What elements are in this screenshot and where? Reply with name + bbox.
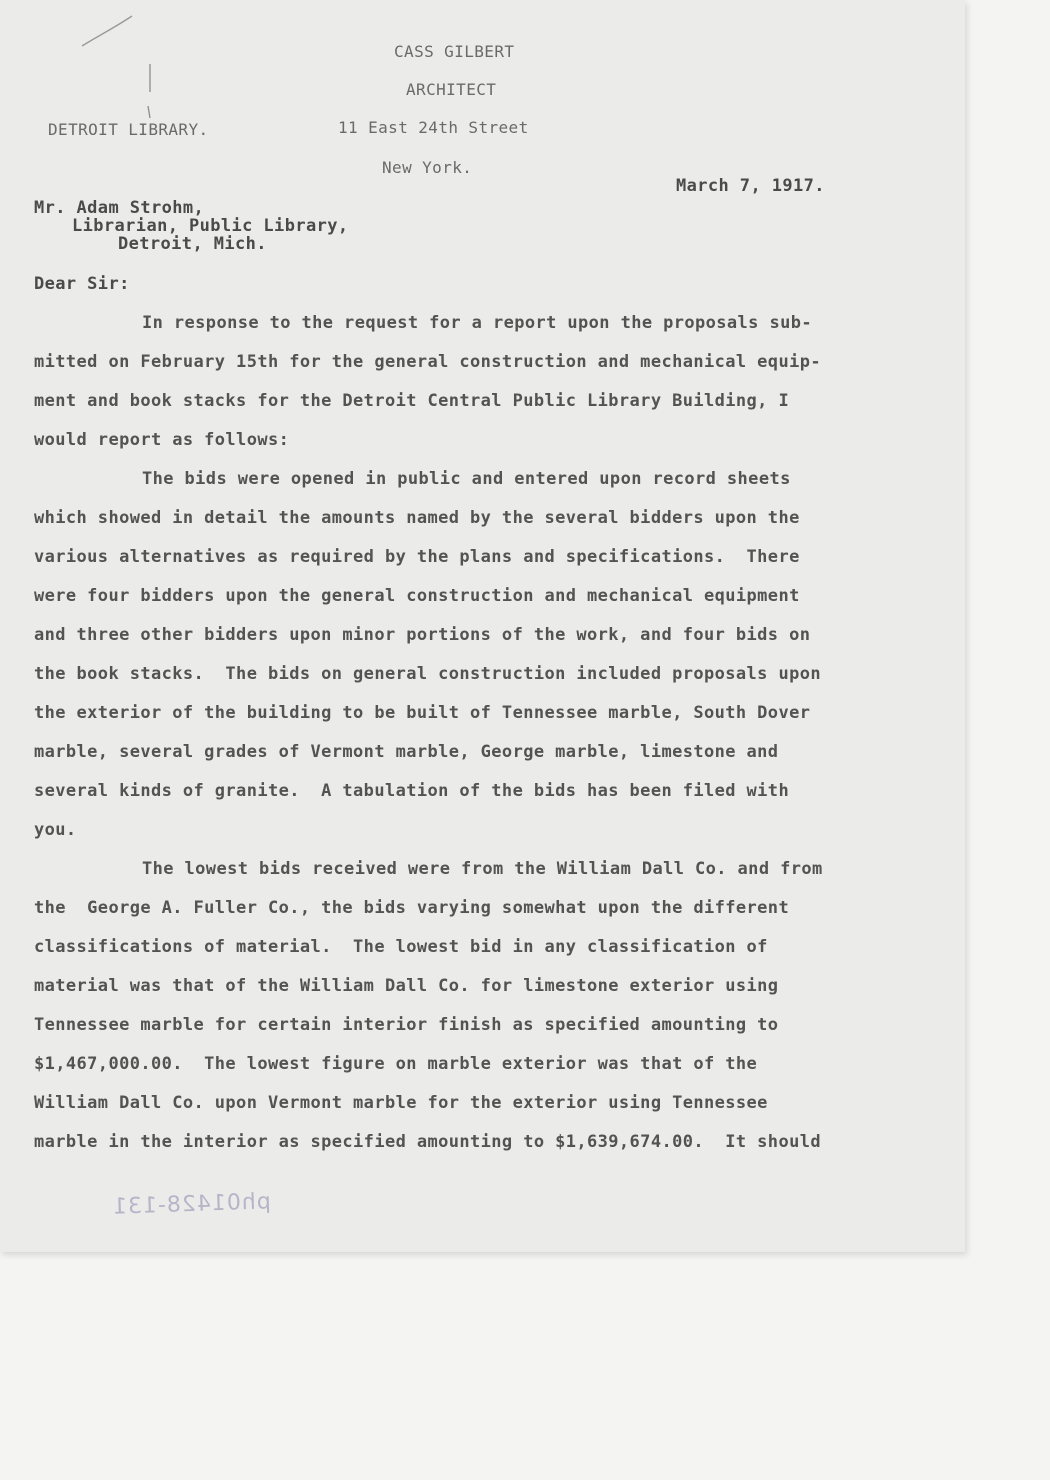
letterhead-title: ARCHITECT <box>406 80 497 99</box>
body-line: various alternatives as required by the plans and specifications. There <box>34 547 800 567</box>
salutation: Dear Sir: <box>34 274 130 294</box>
recipient-line-1: Mr. Adam Strohm, <box>34 198 205 218</box>
body-line: mitted on February 15th for the general construction and mechanical equip- <box>34 352 821 372</box>
body-line: and three other bidders upon minor portions of the work, and four bids on <box>34 625 811 645</box>
body-line: several kinds of granite. A tabulation of the bids has been filed with <box>34 781 790 801</box>
body-line: The bids were opened in public and entered upon record sheets <box>142 469 791 489</box>
body-line: marble, several grades of Vermont marble, George marble, limestone and <box>34 742 779 762</box>
letter-date: March 7, 1917. <box>676 176 825 196</box>
file-label: DETROIT LIBRARY. <box>48 120 209 139</box>
body-line: Tennessee marble for certain interior finish as specified amounting to <box>34 1015 779 1035</box>
recipient-line-3: Detroit, Mich. <box>118 234 267 254</box>
recipient-line-2: Librarian, Public Library, <box>72 216 349 236</box>
body-line: In response to the request for a report upon the proposals sub- <box>142 313 812 333</box>
body-line: ment and book stacks for the Detroit Central Public Library Building, I <box>34 391 790 411</box>
body-line: William Dall Co. upon Vermont marble for the exterior using Tennessee <box>34 1093 768 1113</box>
pencil-tick-mark <box>140 62 160 122</box>
body-line: the George A. Fuller Co., the bids varying somewhat upon the different <box>34 898 790 918</box>
body-line: the exterior of the building to be built of Tennessee marble, South Dover <box>34 703 811 723</box>
pencil-stroke-mark <box>78 12 138 52</box>
letterhead-name: CASS GILBERT <box>394 42 515 61</box>
body-line: classifications of material. The lowest bid in any classification of <box>34 937 768 957</box>
letterhead-city: New York. <box>382 158 473 177</box>
body-line: marble in the interior as specified amounting to $1,639,674.00. It should <box>34 1132 821 1152</box>
body-line: were four bidders upon the general construction and mechanical equipment <box>34 586 800 606</box>
body-line: $1,467,000.00. The lowest figure on marble exterior was that of the <box>34 1054 758 1074</box>
body-line: The lowest bids received were from the William Dall Co. and from <box>142 859 823 879</box>
body-line: material was that of the William Dall Co. for limestone exterior using <box>34 976 779 996</box>
body-line: the book stacks. The bids on general construction included proposals upon <box>34 664 821 684</box>
body-line: which showed in detail the amounts named by the several bidders upon the <box>34 508 800 528</box>
body-line: would report as follows: <box>34 430 290 450</box>
body-line: you. <box>34 820 77 840</box>
pencil-archive-note: ph01428-131 <box>111 1189 272 1220</box>
letterhead-address: 11 East 24th Street <box>338 118 529 137</box>
